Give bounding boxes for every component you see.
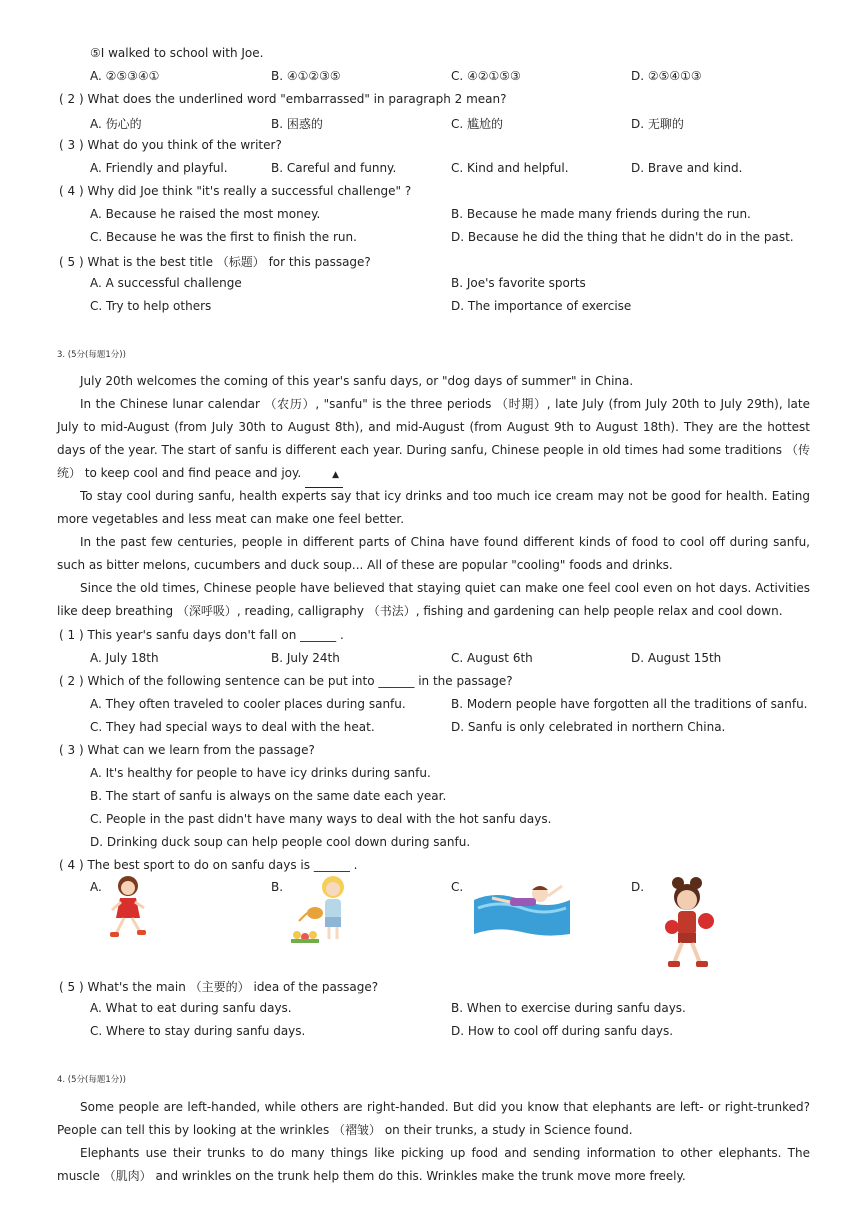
passage-paragraph: Elephants use their trunks to do many things like picking up food and sending information to other elephants. The muscle （肌肉） and wrinkles on the trunk help them do this. Wrinkles make the trunk move more freely. bbox=[57, 1146, 810, 1183]
passage-paragraph: Since the old times, Chinese people have believed that staying quiet can make one feel cool even on hot days. Activities like deep breathing （深呼吸）, reading, calligraphy （书法）, fishing and gardening can help people relax and cool down. bbox=[57, 581, 810, 618]
option-a[interactable]: A. A successful challenge bbox=[90, 276, 242, 290]
question-text: What does the underlined word "embarrassed" in paragraph 2 mean? bbox=[87, 92, 507, 106]
question-number: ( 4 ) bbox=[59, 858, 84, 872]
option-b[interactable]: B. ④①②③⑤ bbox=[271, 69, 341, 83]
option-b[interactable]: B. Because he made many friends during the run. bbox=[451, 207, 751, 221]
question-text: Why did Joe think "it's really a successful challenge" ? bbox=[87, 184, 412, 198]
question-number: ( 3 ) bbox=[59, 138, 84, 152]
question-number: ( 2 ) bbox=[59, 674, 84, 688]
option-d[interactable]: D. Because he did the thing that he didn't do in the past. bbox=[451, 230, 794, 244]
option-a[interactable]: A. ②⑤③④① bbox=[90, 69, 160, 83]
option-b[interactable]: B. Joe's favorite sports bbox=[451, 276, 586, 290]
option-b[interactable]: B. July 24th bbox=[271, 651, 340, 665]
question-3 bbox=[59, 743, 315, 757]
option-c[interactable]: C. August 6th bbox=[451, 651, 533, 665]
option-a[interactable]: A. July 18th bbox=[90, 651, 159, 665]
question-text: The best sport to do on sanfu days is ______ . bbox=[87, 858, 358, 872]
option-b[interactable]: B. Modern people have forgotten all the traditions of sanfu. bbox=[451, 697, 808, 711]
question-4 bbox=[59, 858, 357, 872]
question-text: What is the best title （标题） for this passage? bbox=[87, 255, 371, 269]
question-5 bbox=[59, 253, 371, 270]
running-girl-image[interactable] bbox=[104, 872, 152, 944]
option-c[interactable]: C. Where to stay during sanfu days. bbox=[90, 1024, 306, 1038]
option-a[interactable]: A. What to eat during sanfu days. bbox=[90, 1001, 292, 1015]
option-d[interactable]: D. Drinking duck soup can help people cool down during sanfu. bbox=[90, 835, 471, 849]
option-d[interactable]: D. bbox=[631, 880, 645, 894]
passage-paragraph: In the past few centuries, people in different parts of China have found different kinds of food to cool off during sanfu, such as bitter melons, cucumbers and duck soup... All of these are popular "cooling" foods and drinks. bbox=[57, 535, 810, 572]
option-d[interactable]: D. August 15th bbox=[631, 651, 722, 665]
option-d[interactable]: D. Brave and kind. bbox=[631, 161, 743, 175]
blank-marker: ▲ bbox=[332, 470, 339, 480]
option-a[interactable]: A. bbox=[90, 880, 102, 894]
question-3 bbox=[59, 138, 282, 152]
question-text: What can we learn from the passage? bbox=[87, 743, 315, 757]
passage-paragraph bbox=[57, 393, 810, 485]
question-number: ( 4 ) bbox=[59, 184, 84, 198]
question-4 bbox=[59, 184, 411, 198]
option-a[interactable]: A. 伤心的 bbox=[90, 117, 142, 131]
option-a[interactable]: A. They often traveled to cooler places during sanfu. bbox=[90, 697, 406, 711]
option-d[interactable]: D. 无聊的 bbox=[631, 117, 684, 131]
question-text: What do you think of the writer? bbox=[87, 138, 282, 152]
question-number: ( 2 ) bbox=[59, 92, 84, 106]
option-a[interactable]: A. It's healthy for people to have icy drinks during sanfu. bbox=[90, 766, 431, 780]
question-1 bbox=[59, 628, 344, 642]
question-text: Which of the following sentence can be put into ______ in the passage? bbox=[87, 674, 513, 688]
question-5 bbox=[59, 978, 378, 995]
question-text: What's the main （主要的） idea of the passage? bbox=[87, 980, 379, 994]
question-number: ( 5 ) bbox=[59, 980, 84, 994]
option-b[interactable]: B. When to exercise during sanfu days. bbox=[451, 1001, 686, 1015]
option-d[interactable]: D. The importance of exercise bbox=[451, 299, 632, 313]
question-text: This year's sanfu days don't fall on ______ . bbox=[87, 628, 344, 642]
question-2 bbox=[59, 92, 506, 106]
option-c[interactable]: C. Because he was the first to finish the run. bbox=[90, 230, 357, 244]
question-number: ( 1 ) bbox=[59, 628, 84, 642]
option-c[interactable]: C. bbox=[451, 880, 464, 894]
boxing-girl-image[interactable] bbox=[650, 875, 724, 971]
option-d[interactable]: D. How to cool off during sanfu days. bbox=[451, 1024, 674, 1038]
option-b[interactable]: B. Careful and funny. bbox=[271, 161, 397, 175]
option-a[interactable]: A. Friendly and playful. bbox=[90, 161, 228, 175]
question-2 bbox=[59, 674, 513, 688]
swimming-girl-image[interactable] bbox=[470, 878, 574, 938]
paragraph-text: In the Chinese lunar calendar （农历）, "sanfu" is the three periods （时期）, late July (from July 20th to July 29th), late July to mid-August (from July 30th to August 8th), and mid-August (from August 9th to August 18th). They are the hottest days of the year. The start of sanfu is different each year. During sanfu, Chinese people in old times had some traditions （传统） to keep cool and find peace and joy. bbox=[57, 397, 810, 480]
option-b[interactable]: B. bbox=[271, 880, 284, 894]
question-number: ( 5 ) bbox=[59, 255, 84, 269]
option-b[interactable]: B. 困惑的 bbox=[271, 117, 323, 131]
gardening-girl-image[interactable] bbox=[285, 873, 365, 945]
option-c[interactable]: C. People in the past didn't have many ways to deal with the hot sanfu days. bbox=[90, 812, 552, 826]
option-d[interactable]: D. Sanfu is only celebrated in northern China. bbox=[451, 720, 726, 734]
option-c[interactable]: C. 尴尬的 bbox=[451, 117, 504, 131]
option-c[interactable]: C. Try to help others bbox=[90, 299, 212, 313]
option-c[interactable]: C. ④②①⑤③ bbox=[451, 69, 521, 83]
passage-paragraph: To stay cool during sanfu, health experts say that icy drinks and too much ice cream may not be good for health. Eating more vegetables and less meat can make one feel better. bbox=[57, 489, 810, 526]
option-b[interactable]: B. The start of sanfu is always on the same date each year. bbox=[90, 789, 447, 803]
option-a[interactable]: A. Because he raised the most money. bbox=[90, 207, 321, 221]
ordering-item-5: ⑤I walked to school with Joe. bbox=[90, 46, 264, 60]
option-d[interactable]: D. ②⑤④①③ bbox=[631, 69, 702, 83]
question-number: ( 3 ) bbox=[59, 743, 84, 757]
passage-paragraph: July 20th welcomes the coming of this year's sanfu days, or "dog days of summer" in China. bbox=[80, 374, 634, 388]
option-c[interactable]: C. They had special ways to deal with the heat. bbox=[90, 720, 375, 734]
option-c[interactable]: C. Kind and helpful. bbox=[451, 161, 569, 175]
section-header: 3. (5分(每题1分)) bbox=[57, 350, 126, 360]
section-header: 4. (5分(每题1分)) bbox=[57, 1075, 126, 1085]
passage-paragraph: Some people are left-handed, while others are right-handed. But did you know that elephants are left- or right-trunked? People can tell this by looking at the wrinkles （褶皱） on their trunks, a study in Science found. bbox=[57, 1100, 810, 1137]
